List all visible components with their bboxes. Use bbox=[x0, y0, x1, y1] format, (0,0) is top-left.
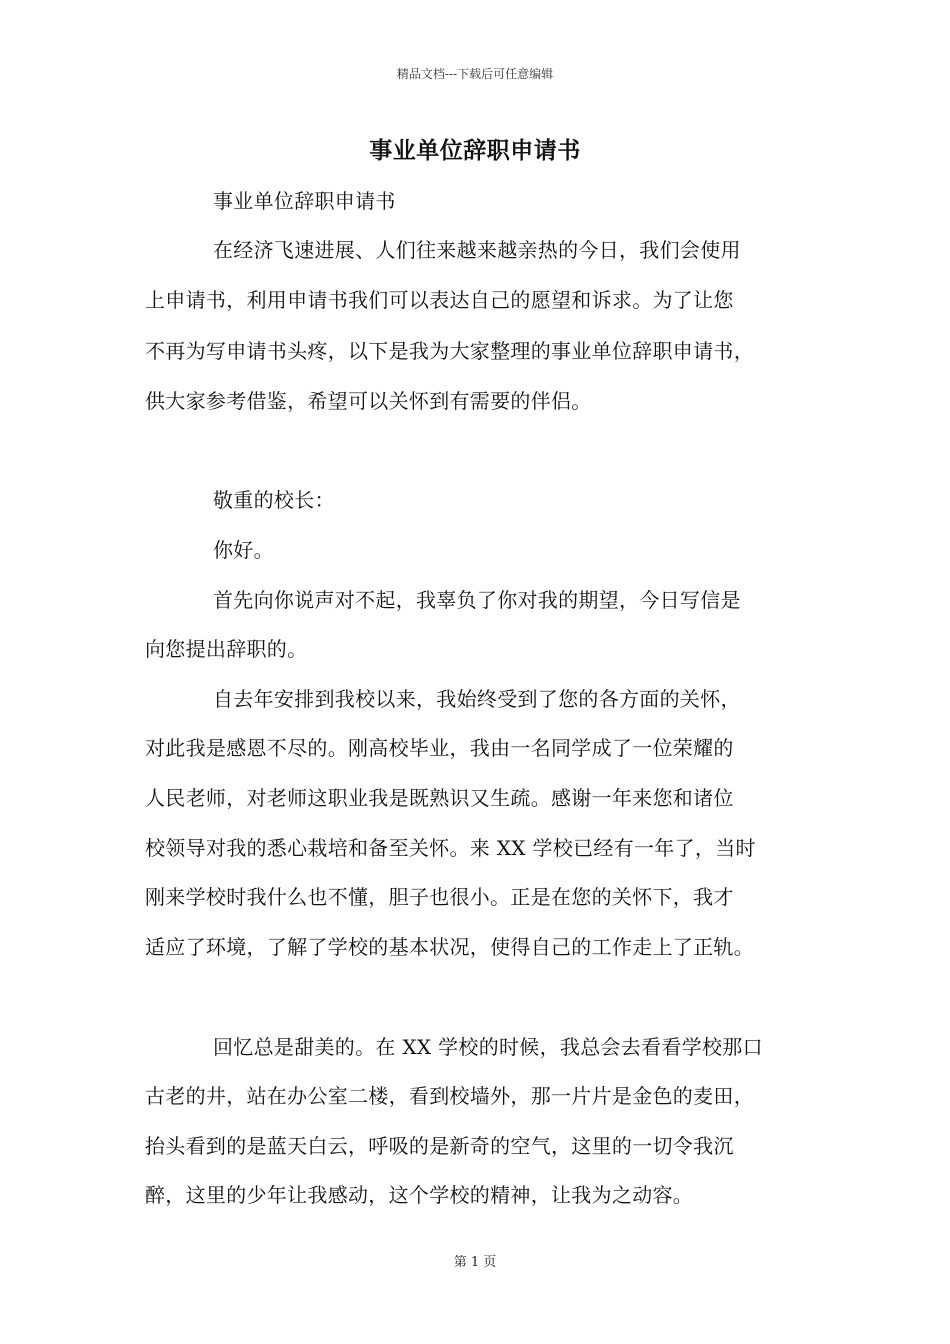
intro-line: 上申请书，利用申请书我们可以表达自己的愿望和诉求。为了让您 bbox=[145, 288, 734, 312]
paragraph3-line: 抬头看到的是蓝天白云，呼吸的是新奇的空气，这里的一切令我沉 bbox=[145, 1134, 734, 1158]
document-title: 事业单位辞职申请书 bbox=[369, 137, 581, 164]
paragraph3-line: 醉，这里的少年让我感动，这个学校的精神，让我为之动容。 bbox=[145, 1183, 694, 1207]
paragraph2-line: 适应了环境，了解了学校的基本状况，使得自己的工作走上了正轨。 bbox=[145, 935, 754, 959]
paragraph2-line: 校领导对我的悉心栽培和备至关怀。来 XX 学校已经有一年了，当时 bbox=[145, 836, 756, 860]
paragraph2-line: 对此我是感恩不尽的。刚高校毕业，我由一名同学成了一位荣耀的 bbox=[145, 736, 734, 760]
paragraph2-line: 刚来学校时我什么也不懂，胆子也很小。正是在您的关怀下，我才 bbox=[145, 885, 734, 909]
paragraph3-line: 古老的井，站在办公室二楼，看到校墙外，那一片片是金色的麦田， bbox=[145, 1084, 754, 1108]
paragraph3-line: 回忆总是甜美的。在 XX 学校的时候，我总会去看看学校那口 bbox=[213, 1035, 763, 1059]
greeting: 你好。 bbox=[213, 538, 274, 562]
intro-line: 不再为写申请书头疼，以下是我为大家整理的事业单位辞职申请书， bbox=[145, 339, 754, 363]
paragraph1-line: 向您提出辞职的。 bbox=[145, 637, 308, 661]
page-header: 精品文档---下载后可任意编辑 bbox=[396, 67, 554, 81]
paragraph2-line: 自去年安排到我校以来，我始终受到了您的各方面的关怀， bbox=[213, 687, 741, 711]
intro-line: 在经济飞速进展、人们往来越来越亲热的今日，我们会使用 bbox=[213, 238, 741, 262]
paragraph2-line: 人民老师，对老师这职业我是既熟识又生疏。感谢一年来您和诸位 bbox=[145, 786, 734, 810]
salutation: 敬重的校长： bbox=[213, 488, 335, 512]
subtitle-line: 事业单位辞职申请书 bbox=[213, 189, 396, 213]
page-number: 第 1 页 bbox=[453, 1255, 497, 1270]
paragraph1-line: 首先向你说声对不起，我辜负了你对我的期望，今日写信是 bbox=[213, 588, 741, 612]
intro-line: 供大家参考借鉴，希望可以关怀到有需要的伴侣。 bbox=[145, 389, 592, 413]
